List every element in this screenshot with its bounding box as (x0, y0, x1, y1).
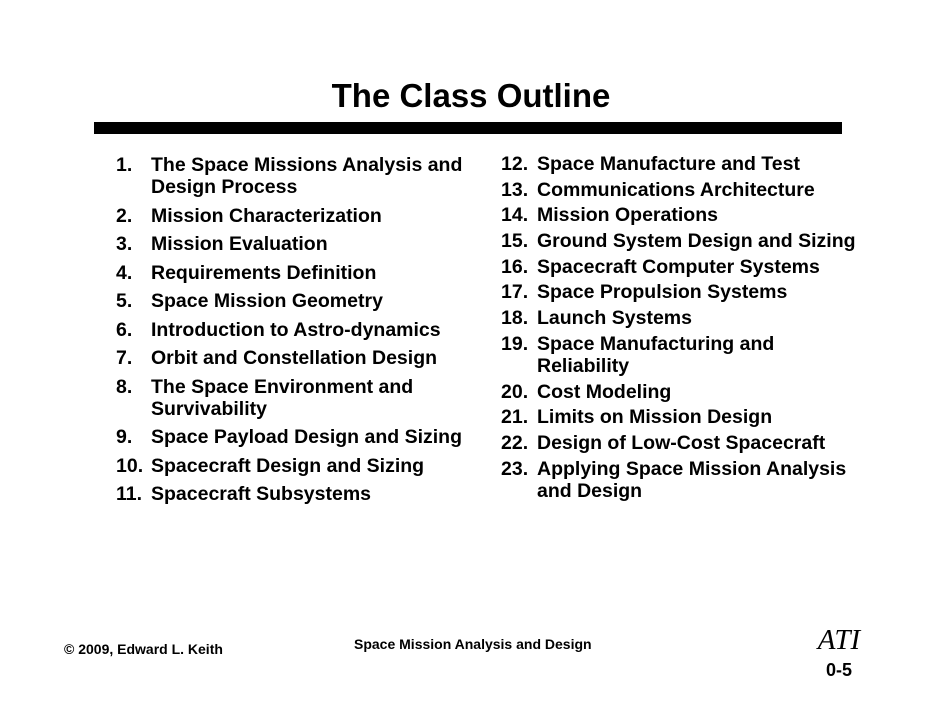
outline-item-text: Mission Evaluation (151, 233, 328, 255)
page-number: 0-5 (825, 660, 852, 680)
page-title: The Class Outline (331, 77, 611, 114)
outline-item-number: 23. (501, 457, 529, 480)
outline-item-number: 8. (116, 375, 133, 398)
outline-item-number: 13. (501, 178, 529, 201)
outline-item (116, 376, 476, 420)
outline-item-text: Requirements Definition (151, 261, 377, 284)
outline-item-number: 14. (501, 204, 529, 227)
outline-item-text: Applying Space Mission Analysis and Design (537, 457, 847, 502)
outline-item-number: 1. (116, 154, 133, 176)
outline-item-number: 2. (116, 204, 133, 227)
outline-item-text: Communications Architecture (537, 178, 815, 201)
outline-list-left (116, 154, 476, 512)
outline-item-number: 9. (116, 426, 133, 448)
outline-item (116, 426, 476, 448)
outline-item-number: 21. (501, 406, 529, 429)
outline-item-text: Spacecraft Subsystems (151, 483, 372, 505)
outline-item (501, 153, 861, 175)
outline-item (116, 290, 476, 312)
outline-item-text: Space Propulsion Systems (537, 281, 788, 304)
outline-item (116, 347, 476, 369)
outline-item (501, 307, 861, 329)
outline-item-number: 4. (116, 261, 133, 284)
outline-item-number: 12. (501, 153, 529, 175)
outline-item-number: 20. (501, 380, 529, 403)
outline-item-number: 5. (116, 290, 133, 312)
outline-item-text: Introduction to Astro-dynamics (151, 318, 441, 341)
outline-item (501, 230, 861, 252)
outline-item-number: 17. (501, 281, 529, 304)
outline-item-number: 16. (501, 255, 529, 278)
outline-item-text: Mission Operations (537, 204, 718, 227)
outline-item (116, 262, 476, 284)
outline-item (501, 406, 861, 428)
outline-list-right (501, 153, 861, 505)
outline-item (501, 256, 861, 278)
outline-item-text: Space Manufacture and Test (537, 153, 800, 175)
outline-item-text: Design of Low-Cost Spacecraft (537, 431, 826, 454)
outline-item (501, 458, 861, 502)
outline-item-text: Cost Modeling (537, 380, 672, 403)
course-title: Space Mission Analysis and Design (354, 636, 592, 652)
ati-logo: ATI (817, 624, 861, 656)
copyright-notice: © 2009, Edward L. Keith (64, 641, 223, 657)
outline-item-text: Orbit and Constellation Design (151, 347, 438, 369)
outline-item (501, 204, 861, 226)
outline-item-text: Limits on Mission Design (537, 406, 773, 429)
outline-item (116, 455, 476, 477)
outline-item-number: 22. (501, 431, 529, 454)
outline-item-text: The Space Environment and Survivability (151, 375, 414, 420)
outline-item (501, 281, 861, 303)
outline-item-text: Mission Characterization (151, 204, 382, 227)
outline-item-number: 18. (501, 307, 529, 330)
outline-item-text: The Space Missions Analysis and Design Process (151, 154, 463, 198)
outline-item-number: 3. (116, 233, 133, 255)
outline-item-text: Space Payload Design and Sizing (151, 426, 463, 448)
outline-item-number: 11. (116, 483, 143, 505)
outline-item-number: 7. (116, 347, 133, 369)
outline-item (116, 233, 476, 255)
title-divider (94, 122, 842, 134)
outline-item-number: 15. (501, 230, 529, 253)
outline-item (501, 381, 861, 403)
outline-item-text: Space Manufacturing and Reliability (537, 332, 775, 377)
outline-item-number: 10. (116, 454, 144, 477)
outline-item (116, 154, 476, 198)
outline-item-text: Space Mission Geometry (151, 290, 383, 312)
outline-item (501, 432, 861, 454)
outline-item-text: Spacecraft Computer Systems (537, 255, 820, 278)
outline-item-text: Launch Systems (537, 307, 692, 330)
outline-item-text: Spacecraft Design and Sizing (151, 454, 425, 477)
outline-item (501, 179, 861, 201)
outline-item (116, 205, 476, 227)
outline-item (501, 333, 861, 377)
outline-item-number: 6. (116, 318, 133, 341)
outline-item-number: 19. (501, 332, 529, 355)
outline-item (116, 319, 476, 341)
outline-item-text: Ground System Design and Sizing (537, 230, 856, 253)
outline-item (116, 483, 476, 505)
